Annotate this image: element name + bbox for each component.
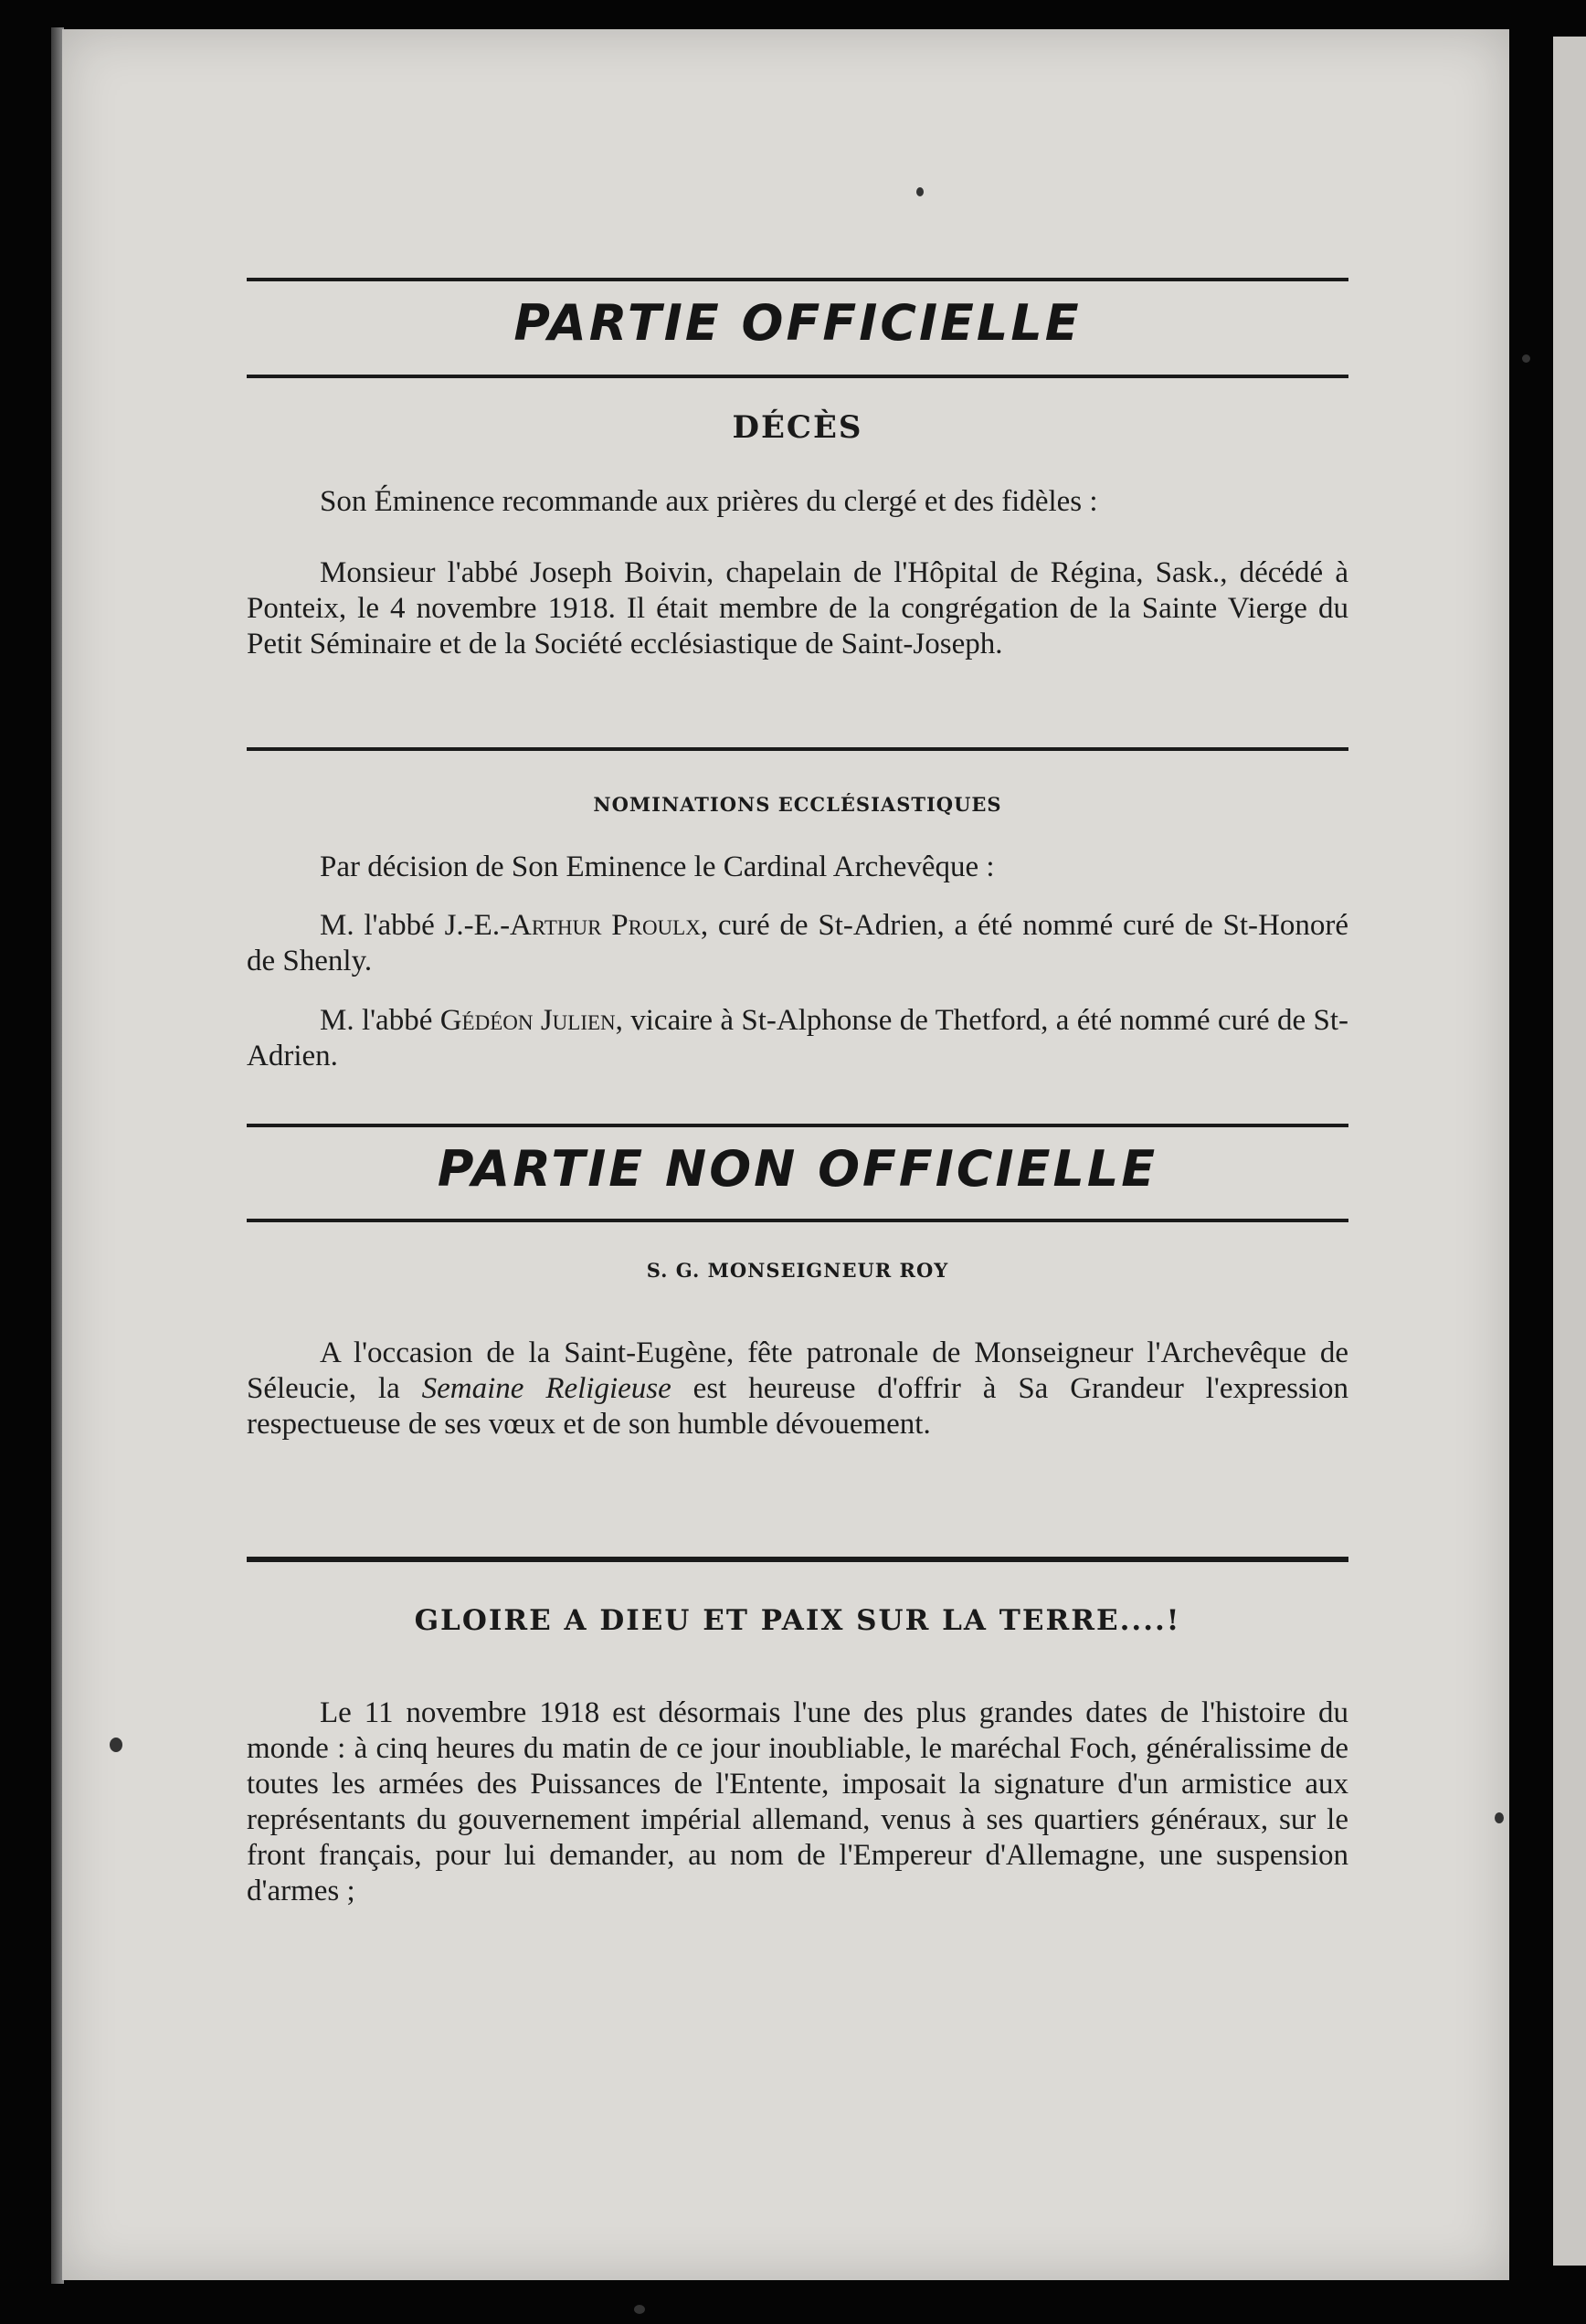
section-bottom-rule [247,375,1348,378]
official-section-title: PARTIE OFFICIELLE [513,294,1082,352]
divider-rule-thick [247,1557,1348,1562]
deces-paragraph-2: Monsieur l'abbé Joseph Boivin, chapelain de l'Hôpital de Régina, Sask., décédé à Ponteix, le 4 novembre 1918. Il était membre de la congrégation de la Sainte Vierge du Petit Séminaire et de la Société ecclésiastique de Saint-Joseph. [247,556,1348,660]
roy-text: est heureuse d'offrir à Sa Grandeur l'expression respectueuse de ses vœux et de son humble dévouement. [247,1372,1348,1441]
priest-name: Gédéon Julien [439,1004,616,1037]
nominations-paragraph-2 [247,908,1348,979]
scan-speck [916,187,924,196]
non-official-section-title: PARTIE NON OFFICIELLE [437,1140,1158,1198]
nomination-text: M. l'abbé [320,909,445,942]
divider-rule [247,747,1348,751]
gloire-heading: GLOIRE A DIEU ET PAIX SUR LA TERRE....! [414,1604,1181,1637]
nominations-paragraph-1: Par décision de Son Eminence le Cardinal Archevêque : [320,850,995,883]
scan-speck [634,2305,645,2314]
roy-paragraph [247,1336,1348,1442]
section-bottom-rule [247,1219,1348,1222]
deces-paragraph-1: Son Éminence recommande aux prières du clergé et des fidèles : [320,485,1098,518]
nomination-text: M. l'abbé [320,1004,440,1037]
roy-heading: S. G. MONSEIGNEUR ROY [646,1259,949,1282]
section-top-rule [247,278,1348,281]
scan-speck [110,1738,122,1752]
adjacent-page-edge [1553,37,1586,2266]
roy-text: A l'occasion de la Saint-Eugène, fête patronale de Monseigneur l'Archevêque de Séleucie, la [247,1336,1348,1405]
deces-heading: DÉCÈS [732,409,863,446]
nomination-text: , vicaire à St-Alphonse de Thetford, a été nommé curé de St-Adrien. [247,1004,1348,1072]
scan-speck [1522,354,1530,363]
publication-name: Semaine Religieuse [421,1372,671,1405]
nominations-paragraph-3 [247,1003,1348,1074]
priest-name: J.-E.-Arthur Proulx [444,909,701,942]
gloire-paragraph: Le 11 novembre 1918 est désormais l'une des plus grandes dates de l'histoire du monde : à cinq heures du matin de ce jour inoubliable, le maréchal Foch, généralissime de toutes les armées des Puissances de l'Entente, imposait la signature d'un armistice aux représentants du gouvernement impérial allemand, venus à ses quartiers généraux, sur le front français, pour lui demander, au nom de l'Empereur d'Allemagne, une suspension d'armes ; [247,1696,1348,1907]
nominations-heading: NOMINATIONS ECCLÉSIASTIQUES [593,793,1002,816]
nomination-text: , curé de St-Adrien, a été nommé curé de St-Honoré de Shenly. [247,909,1348,977]
scan-speck [1495,1812,1504,1823]
section-top-rule [247,1124,1348,1127]
